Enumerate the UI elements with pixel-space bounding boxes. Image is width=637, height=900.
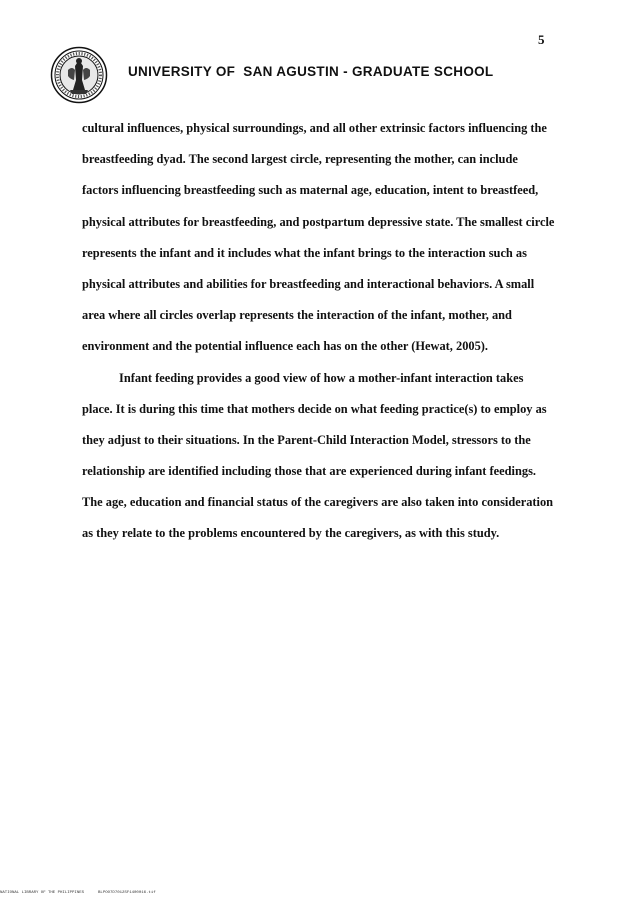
page-number: 5 (538, 32, 545, 47)
text-line: as they relate to the problems encountered by the caregivers, as with this study. (82, 526, 500, 541)
text-line: cultural influences, physical surroundings, and all other extrinsic factors influencing the (82, 121, 547, 135)
text-line: physical attributes and abilities for breastfeeding and interactional behaviors. A small (82, 276, 535, 291)
text-line: relationship are identified including those that are experienced during infant feedings. (82, 464, 537, 479)
footer-library: NATIONAL LIBRARY OF THE PHILIPPINES (0, 891, 85, 895)
text-line: area where all circles overlap represents the interaction of the infant, mother, and (82, 308, 512, 323)
text-line: breastfeeding dyad. The second largest circle, representing the mother, can include (82, 152, 518, 167)
text-line: represents the infant and it includes what the infant brings to the interaction such as (82, 245, 527, 260)
text-line: they adjust to their situations. In the Parent-Child Interaction Model, stressors to the (82, 432, 531, 447)
header-title: UNIVERSITY OF SAN AGUSTIN - GRADUATE SCHOOL (128, 64, 494, 79)
text-line: physical attributes for breastfeeding, and postpartum depressive state. The smallest circle (82, 214, 555, 229)
text-line: Infant feeding provides a good view of how a mother-infant interaction takes (119, 370, 524, 385)
body-text (82, 113, 555, 550)
text-line: environment and the potential influence each has on the other (Hewat, 2005). (82, 339, 489, 354)
text-line: The age, education and financial status of the caregivers are also taken into consideration (82, 495, 554, 510)
scan-footer (0, 891, 170, 895)
footer-file-id: BLPOO7D7012SF1400016.tif (98, 891, 156, 895)
university-seal-icon (50, 46, 108, 104)
text-line: factors influencing breastfeeding such as maternal age, education, intent to breastfeed, (82, 183, 539, 198)
text-line: place. It is during this time that mothers decide on what feeding practice(s) to employ as (82, 401, 547, 416)
